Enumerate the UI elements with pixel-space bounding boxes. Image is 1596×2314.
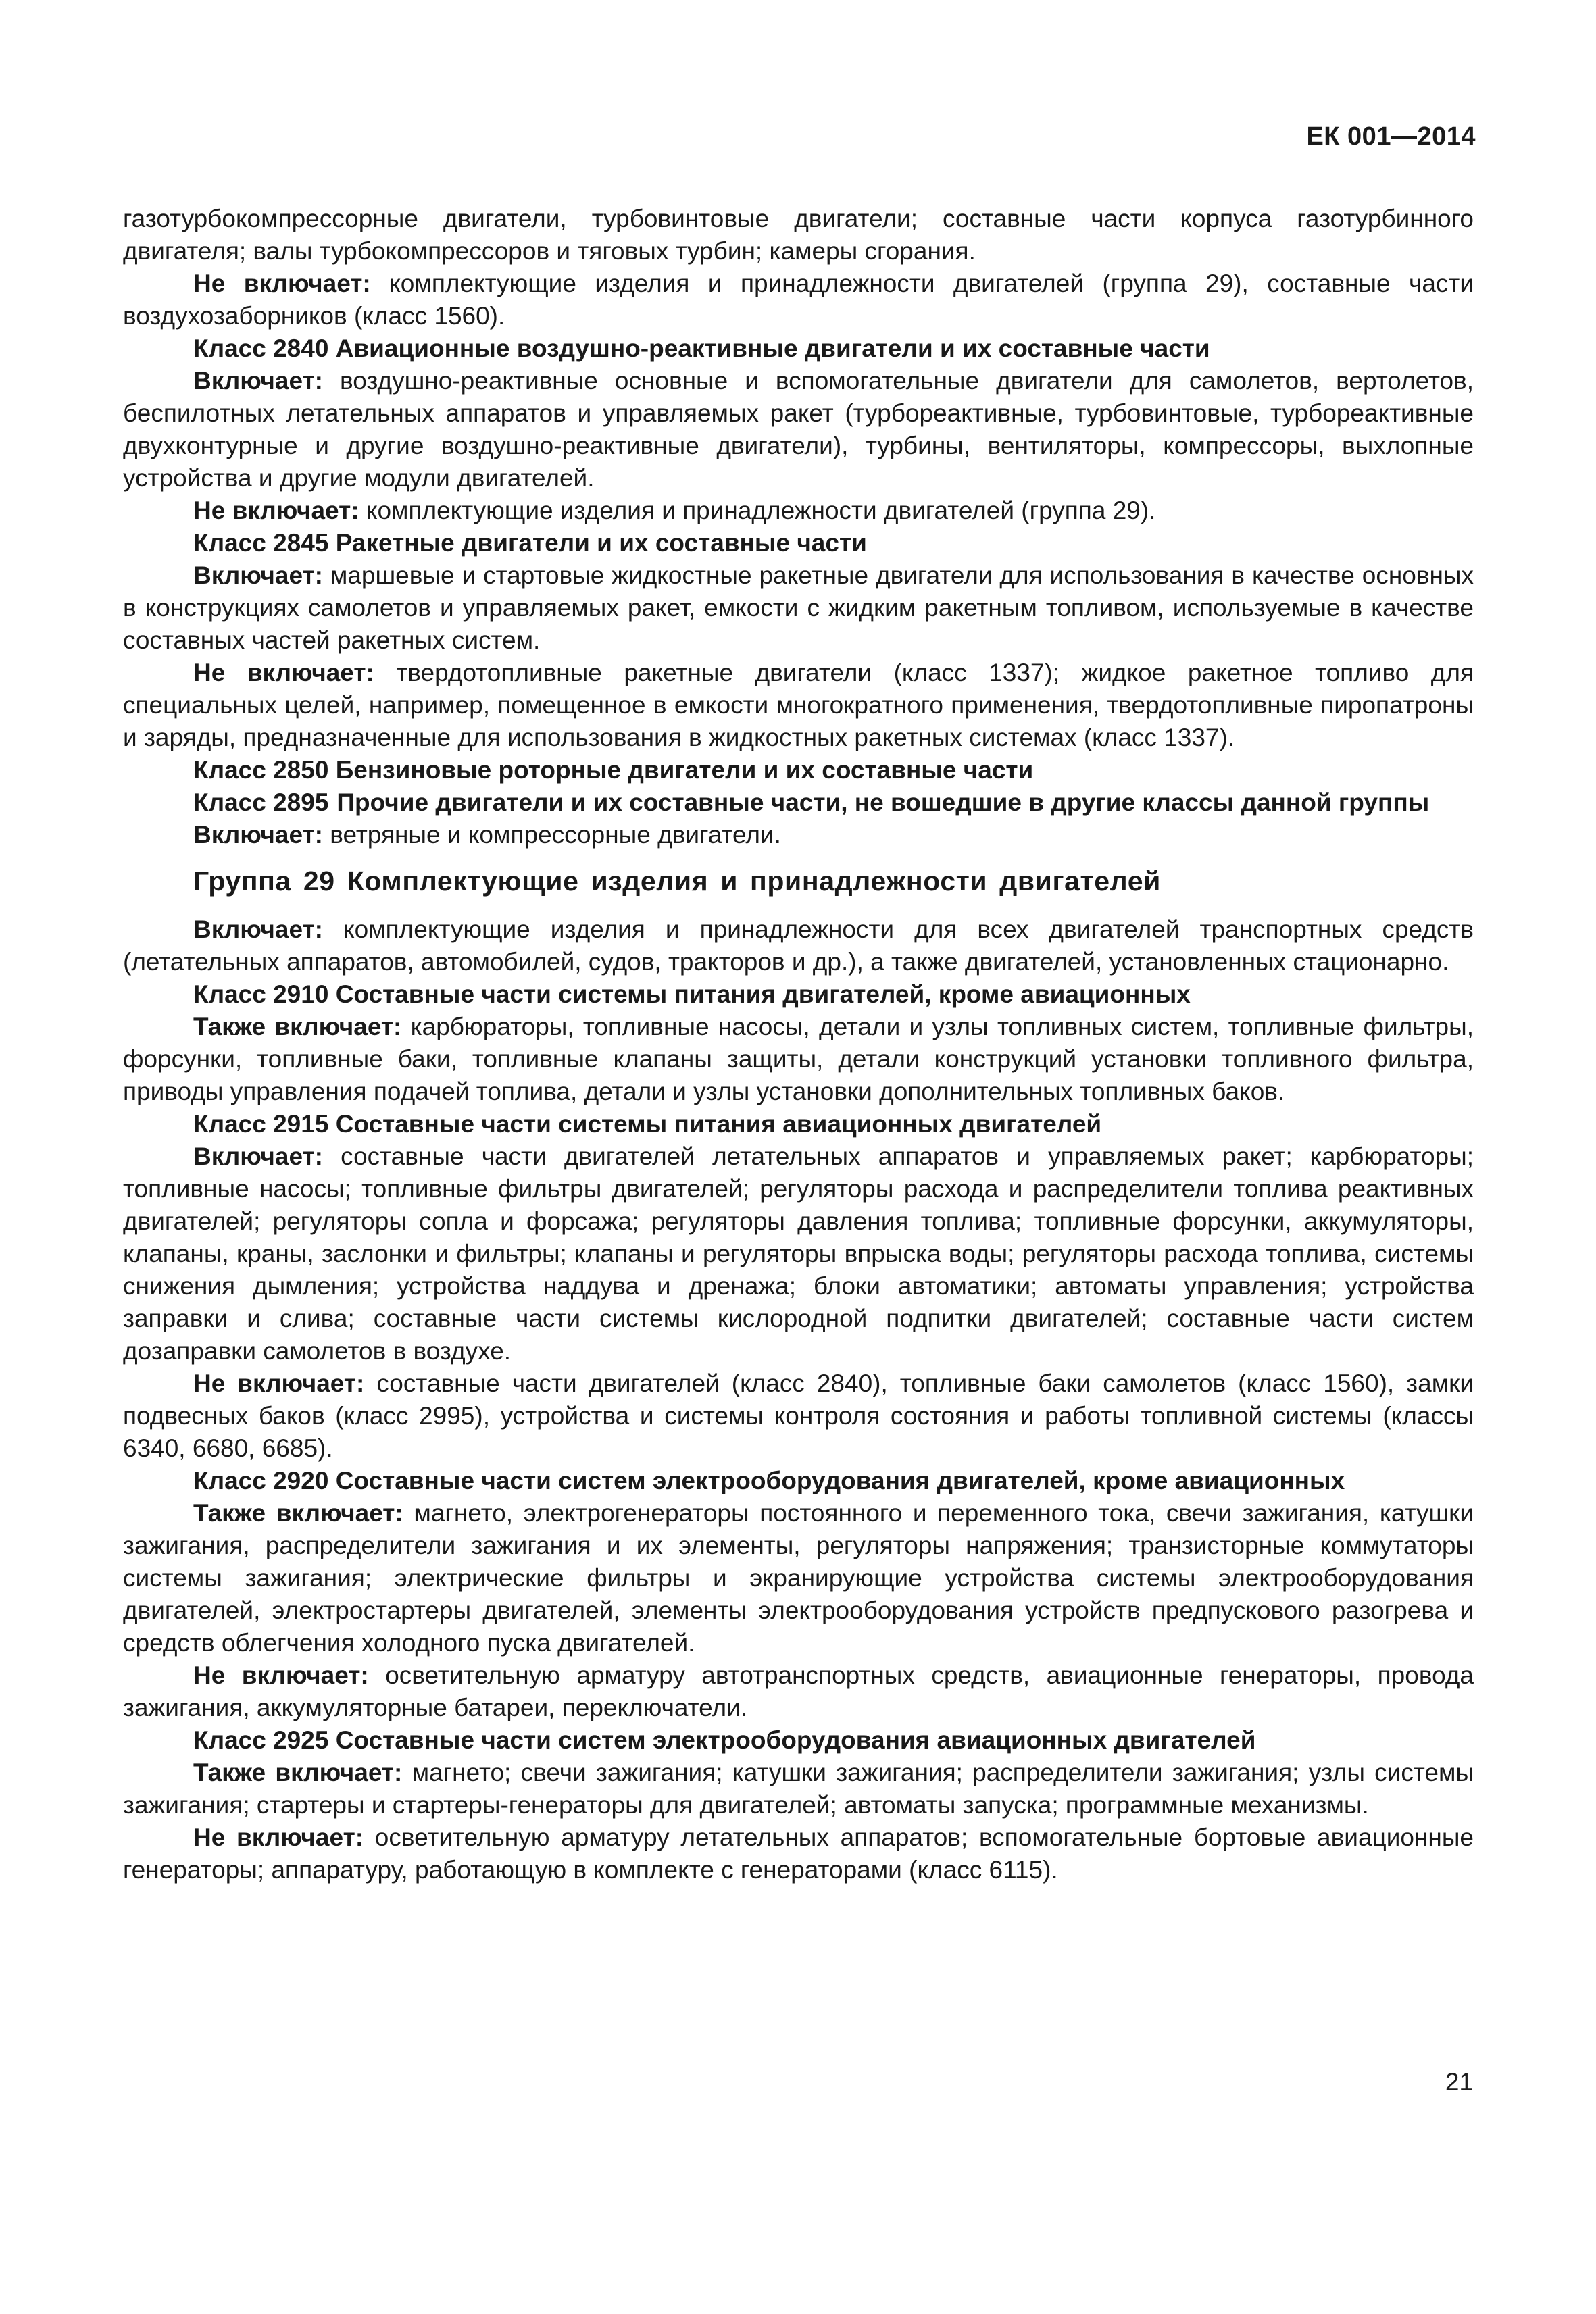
excludes-label: Не включает: [193,1823,364,1851]
includes-label: Включает: [193,367,323,395]
excludes-text: составные части двигателей (класс 2840), топливные баки самолетов (класс 1560), замки подвесных баков (класс 2995), устройства и системы контроля состояния и работы топливной системы (классы 6340, 6680, 6685). [123,1369,1474,1462]
class-heading-2850: Класс 2850 Бензиновые роторные двигатели и их составные части [193,756,1034,784]
excludes-text: твердотопливные ракетные двигатели (класс 1337); жидкое ракетное топливо для специальных целей, например, помещенное в емкости многократного применения, твердотопливные пиропатроны и заряды, предназначенные для использования в жидкостных ракетных системах (класс 1337). [123,659,1474,751]
includes-text: маршевые и стартовые жидкостные ракетные двигатели для использования в качестве основных в конструкциях самолетов и управляемых ракет, емкости с жидким ракетным топливом, используемые в качестве составных частей ракетных систем. [123,561,1474,654]
paragraph-includes [123,559,1474,657]
class-title: Прочие двигатели и их составные части, не вошедшие в другие классы данной группы [336,788,1430,816]
paragraph-also-includes [123,1011,1474,1108]
excludes-text: осветительную арматуру летательных аппаратов; вспомогательные бортовые авиационные генераторы; аппаратуру, работающую в комплекте с генераторами (класс 6115). [123,1823,1474,1884]
document-code: ЕК 001—2014 [1306,122,1476,151]
excludes-label: Не включает: [193,659,374,686]
includes-label: Включает: [193,561,323,589]
class-heading-2895 [123,786,1474,819]
includes-label: Включает: [193,821,323,849]
excludes-label: Не включает: [193,1661,369,1689]
class-heading-2845: Класс 2845 Ракетные двигатели и их составные части [193,529,867,557]
paragraph-excludes [123,1821,1474,1886]
document-body [123,203,1474,1886]
paragraph-excludes [123,1659,1474,1724]
includes-text: составные части двигателей летательных аппаратов и управляемых ракет; карбюраторы; топливные насосы; топливные фильтры двигателей; регуляторы расхода и распределители топлива реактивных двигателей; регуляторы сопла и форсажа; регуляторы давления топлива; топливные форсунки, аккумуляторы, клапаны, краны, заслонки и фильтры; клапаны и регуляторы впрыска воды; регуляторы расхода топлива, системы снижения дымления; устройства наддува и дренажа; блоки автоматики; автоматы управления; устройства заправки и слива; составные части системы кислородной подпитки двигателей; составные части систем дозаправки самолетов в воздухе. [123,1142,1474,1365]
excludes-label: Не включает: [193,1369,365,1397]
paragraph-includes [123,913,1474,978]
also-includes-text: магнето, электрогенераторы постоянного и переменного тока, свечи зажигания, катушки зажигания, распределители зажигания и их элементы, регуляторы напряжения; транзисторные коммутаторы системы зажигания; электрические фильтры и экранирующие устройства системы электрооборудования двигателей, электростартеры двигателей, элементы электрооборудования устройств предпускового разогрева и средств облегчения холодного пуска двигателей. [123,1499,1474,1657]
page-number: 21 [1445,2068,1473,2096]
excludes-text: осветительную арматуру автотранспортных средств, авиационные генераторы, провода зажигания, аккумуляторные батареи, переключатели. [123,1661,1474,1721]
paragraph-also-includes [123,1497,1474,1659]
includes-label: Включает: [193,1142,323,1170]
includes-text: воздушно-реактивные основные и вспомогательные двигатели для самолетов, вертолетов, беспилотных летательных аппаратов и управляемых ракет (турбореактивные, турбовинтовые, турбореактивные двухконтурные и другие воздушно-реактивные двигатели), турбины, вентиляторы, компрессоры, выхлопные устройства и другие модули двигателей. [123,367,1474,492]
paragraph-includes [123,1140,1474,1367]
class-heading-2925: Класс 2925 Составные части систем электрооборудования авиационных двигателей [193,1726,1256,1754]
paragraph-excludes [123,1367,1474,1465]
excludes-label: Не включает: [193,270,371,297]
class-heading-2915: Класс 2915 Составные части системы питания авиационных двигателей [193,1110,1102,1138]
paragraph-excludes [123,495,1474,527]
includes-text: ветряные и компрессорные двигатели. [330,821,781,849]
excludes-text: комплектующие изделия и принадлежности двигателей (группа 29), составные части воздухозаборников (класс 1560). [123,270,1474,330]
paragraph-excludes [123,657,1474,754]
also-includes-label: Также включает: [193,1759,403,1786]
also-includes-text: магнето; свечи зажигания; катушки зажигания; распределители зажигания; узлы системы зажигания; стартеры и стартеры-генераторы для двигателей; автоматы запуска; программные механизмы. [123,1759,1474,1819]
paragraph-includes [123,819,1474,851]
includes-text: комплектующие изделия и принадлежности для всех двигателей транспортных средств (летательных аппаратов, автомобилей, судов, тракторов и др.), а также двигателей, установленных стационарно. [123,915,1474,976]
excludes-label: Не включает: [193,497,359,524]
paragraph-continuation: газотурбокомпрессорные двигатели, турбовинтовые двигатели; составные части корпуса газотурбинного двигателя; валы турбокомпрессоров и тяговых турбин; камеры сгорания. [123,205,1474,265]
group-heading-29: Группа 29 Комплектующие изделия и принадлежности двигателей [193,865,1161,897]
also-includes-label: Также включает: [193,1499,403,1527]
includes-label: Включает: [193,915,323,943]
class-heading-2910: Класс 2910 Составные части системы питания двигателей, кроме авиационных [193,980,1191,1008]
also-includes-text: карбюраторы, топливные насосы, детали и узлы топливных систем, топливные фильтры, форсунки, топливные баки, топливные клапаны защиты, детали конструкций установки топливного фильтра, приводы управления подачей топлива, детали и узлы установки дополнительных топливных баков. [123,1013,1474,1105]
also-includes-label: Также включает: [193,1013,402,1040]
class-number: Класс 2895 [193,788,329,816]
class-heading-2840: Класс 2840 Авиационные воздушно-реактивные двигатели и их составные части [193,334,1210,362]
class-heading-2920: Класс 2920 Составные части систем электрооборудования двигателей, кроме авиационных [193,1467,1345,1494]
excludes-text: комплектующие изделия и принадлежности двигателей (группа 29). [366,497,1156,524]
paragraph-includes [123,365,1474,495]
paragraph-also-includes [123,1757,1474,1821]
paragraph-excludes [123,268,1474,332]
